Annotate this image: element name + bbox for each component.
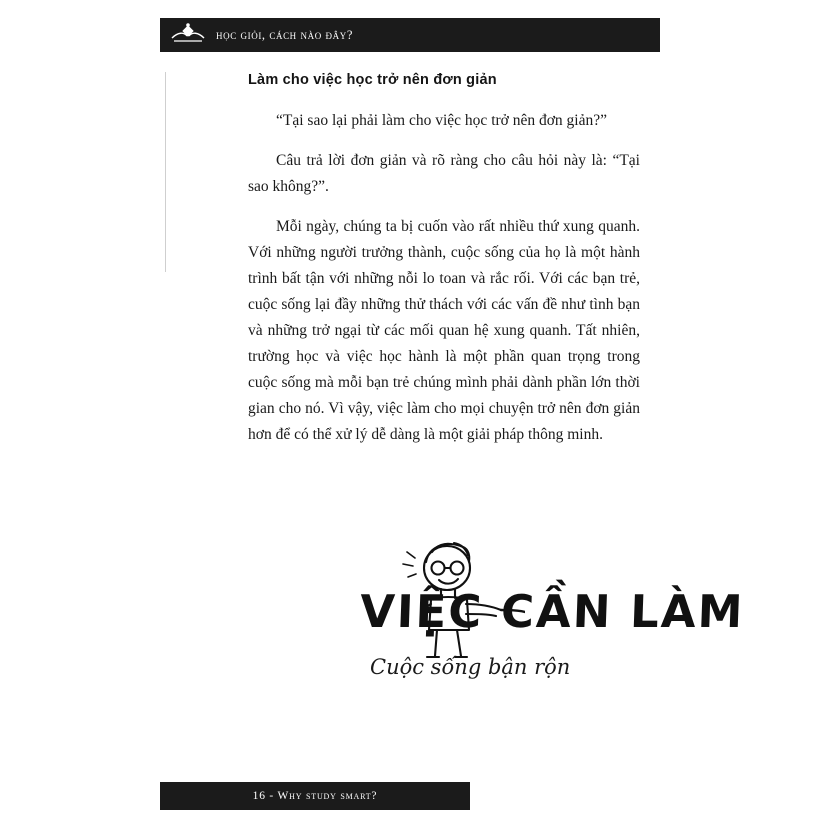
footer-text: 16 - Why study smart? bbox=[252, 790, 378, 802]
page-header bbox=[160, 18, 660, 52]
paragraph-2: Câu trả lời đơn giản và rõ ràng cho câu hỏi này là: “Tại sao không?”. bbox=[248, 152, 640, 195]
book-emblem-icon bbox=[160, 18, 216, 52]
paragraph-1: “Tại sao lại phải làm cho việc học trở nên đơn giản?” bbox=[276, 112, 608, 129]
illustration-big-title: VIỆC CẦN LÀM bbox=[359, 585, 746, 638]
gutter-rule bbox=[165, 72, 166, 272]
illustration-sub-title: Cuộc sống bận rộn bbox=[370, 655, 571, 679]
illustration bbox=[200, 530, 746, 730]
header-title: học giỏi, cách nào đây? bbox=[216, 27, 353, 42]
book-page bbox=[160, 0, 746, 823]
page-content bbox=[248, 72, 640, 462]
page-footer bbox=[160, 782, 470, 810]
section-heading: Làm cho việc học trở nên đơn giản bbox=[248, 72, 497, 88]
paragraph-3: Mỗi ngày, chúng ta bị cuốn vào rất nhiều thứ xung quanh. Với những người trưởng thành, cuộc sống của họ là một hành trình bất tận với những nỗi lo toan và rắc rối. Với các bạn trẻ, cuộc sống lại đầy những thử thách với các vấn đề như tình bạn và những trở ngại từ các mối quan hệ xung quanh. Tất nhiên, trường học và việc học hành là một phần quan trọng trong cuộc sống mà mỗi bạn trẻ chúng mình phải dành phần lớn thời gian cho nó. Vì vậy, việc làm cho mọi chuyện trở nên đơn giản hơn để có thể xử lý dễ dàng là một giải pháp thông minh. bbox=[248, 218, 640, 443]
